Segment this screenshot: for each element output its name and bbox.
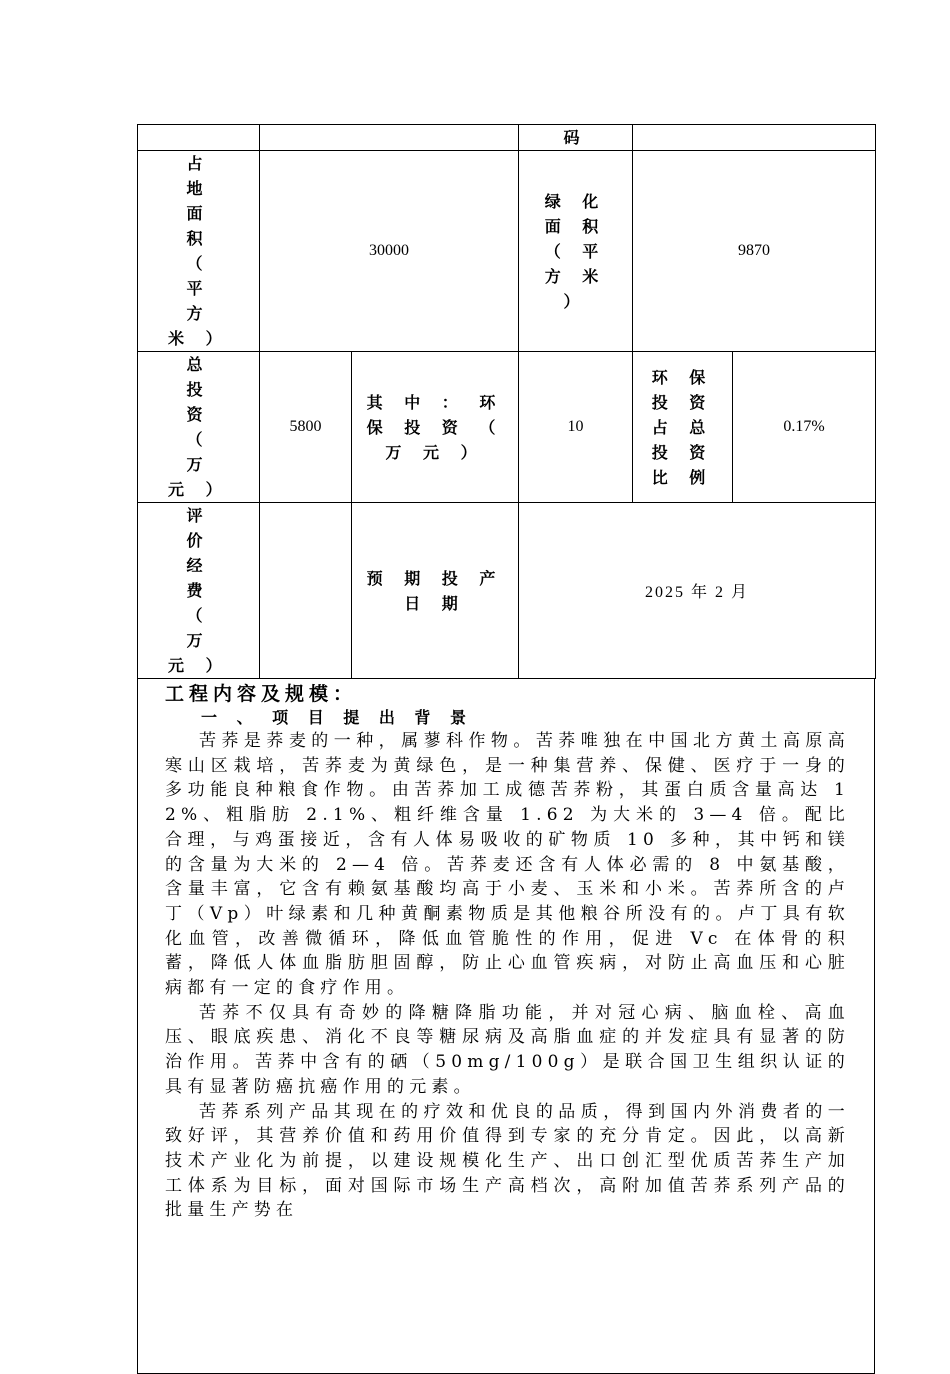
land-area-value: 30000 — [260, 151, 519, 352]
table-row — [138, 352, 876, 503]
eia-form-page — [137, 124, 875, 1374]
project-info-table — [137, 124, 876, 679]
env-ratio-value: 0.17% — [733, 352, 876, 503]
eval-fee-label: 评 价 经 费 （ 万 元 ） — [138, 503, 260, 679]
section-heading: 工程内容及规模： — [165, 683, 358, 705]
table-row — [138, 125, 876, 151]
section-subheading: 一 、 项 目 提 出 背 景 — [201, 708, 473, 727]
total-investment-value: 5800 — [260, 352, 352, 503]
env-investment-value: 10 — [519, 352, 633, 503]
env-ratio-label: 环 保 投 资 占 总 投 资 比 例 — [633, 352, 733, 503]
production-date-value: 2025 年 2 月 — [519, 503, 876, 679]
land-area-label: 占 地 面 积 （ 平 方 米 ） — [138, 151, 260, 352]
env-investment-label: 其 中 ： 环 保 投 资 （ 万 元 ） — [352, 352, 519, 503]
code-label: 码 — [519, 125, 633, 151]
green-area-label: 绿 化 面 积 （ 平 方 米 ） — [519, 151, 633, 352]
eval-fee-value — [260, 503, 352, 679]
production-date-label: 预 期 投 产 日 期 — [352, 503, 519, 679]
body-paragraph: 苦荞是荞麦的一种，属蓼科作物。苦荞唯独在中国北方黄土高原高寒山区栽培，苦荞麦为黄绿色，是一种集营养、保健、医疗于一身的多功能良种粮食作物。由苦荞加工成德苦荞粉，其蛋白质含量高达 12%、粗脂肪 2.1%、粗纤维含量 1.62 为大米的 3—4 倍。配比合理，与鸡蛋接近，含有人体易吸收的矿物质 10 多种，其中钙和镁的含量为大米的 2—4 倍。苦荞麦还含有人体必需的 8 中氨基酸，含量丰富，它含有赖氨基酸均高于小麦、玉米和小米。苦荞所含的卢丁（Vp）叶绿素和几种黄酮素物质是其他粮谷所没有的。卢丁具有软化血管，改善微循环，降低血管脆性的作用，促进 Vc 在体骨的积蓄，降低人体血脂肪胆固醇，防止心血管疾病，对防止高血压和心脏病都有一定的食疗作用。 — [165, 731, 850, 999]
body-paragraph: 苦荞不仅具有奇妙的降糖降脂功能，并对冠心病、脑血栓、高血压、眼底疾患、消化不良等糖尿病及高脂血症的并发症具有显著的防治作用。苦荞中含有的硒（50mg/100g）是联合国卫生组织认证的具有显著防癌抗癌作用的元素。 — [165, 1002, 850, 1097]
empty-cell — [260, 125, 519, 151]
green-area-value: 9870 — [633, 151, 876, 352]
table-row — [138, 151, 876, 352]
empty-cell — [633, 125, 876, 151]
project-content-section — [137, 679, 875, 1374]
body-paragraph: 苦荞系列产品其现在的疗效和优良的品质，得到国内外消费者的一致好评，其营养价值和药用价值得到专家的充分肯定。因此，以高新技术产业化为前提，以建设规模化生产、出口创汇型优质苦荞生产加工体系为目标，面对国际市场生产高档次，高附加值苦荞系列产品的批量生产势在 — [165, 1101, 850, 1221]
table-row — [138, 503, 876, 679]
empty-cell — [138, 125, 260, 151]
total-investment-label: 总 投 资 （ 万 元 ） — [138, 352, 260, 503]
